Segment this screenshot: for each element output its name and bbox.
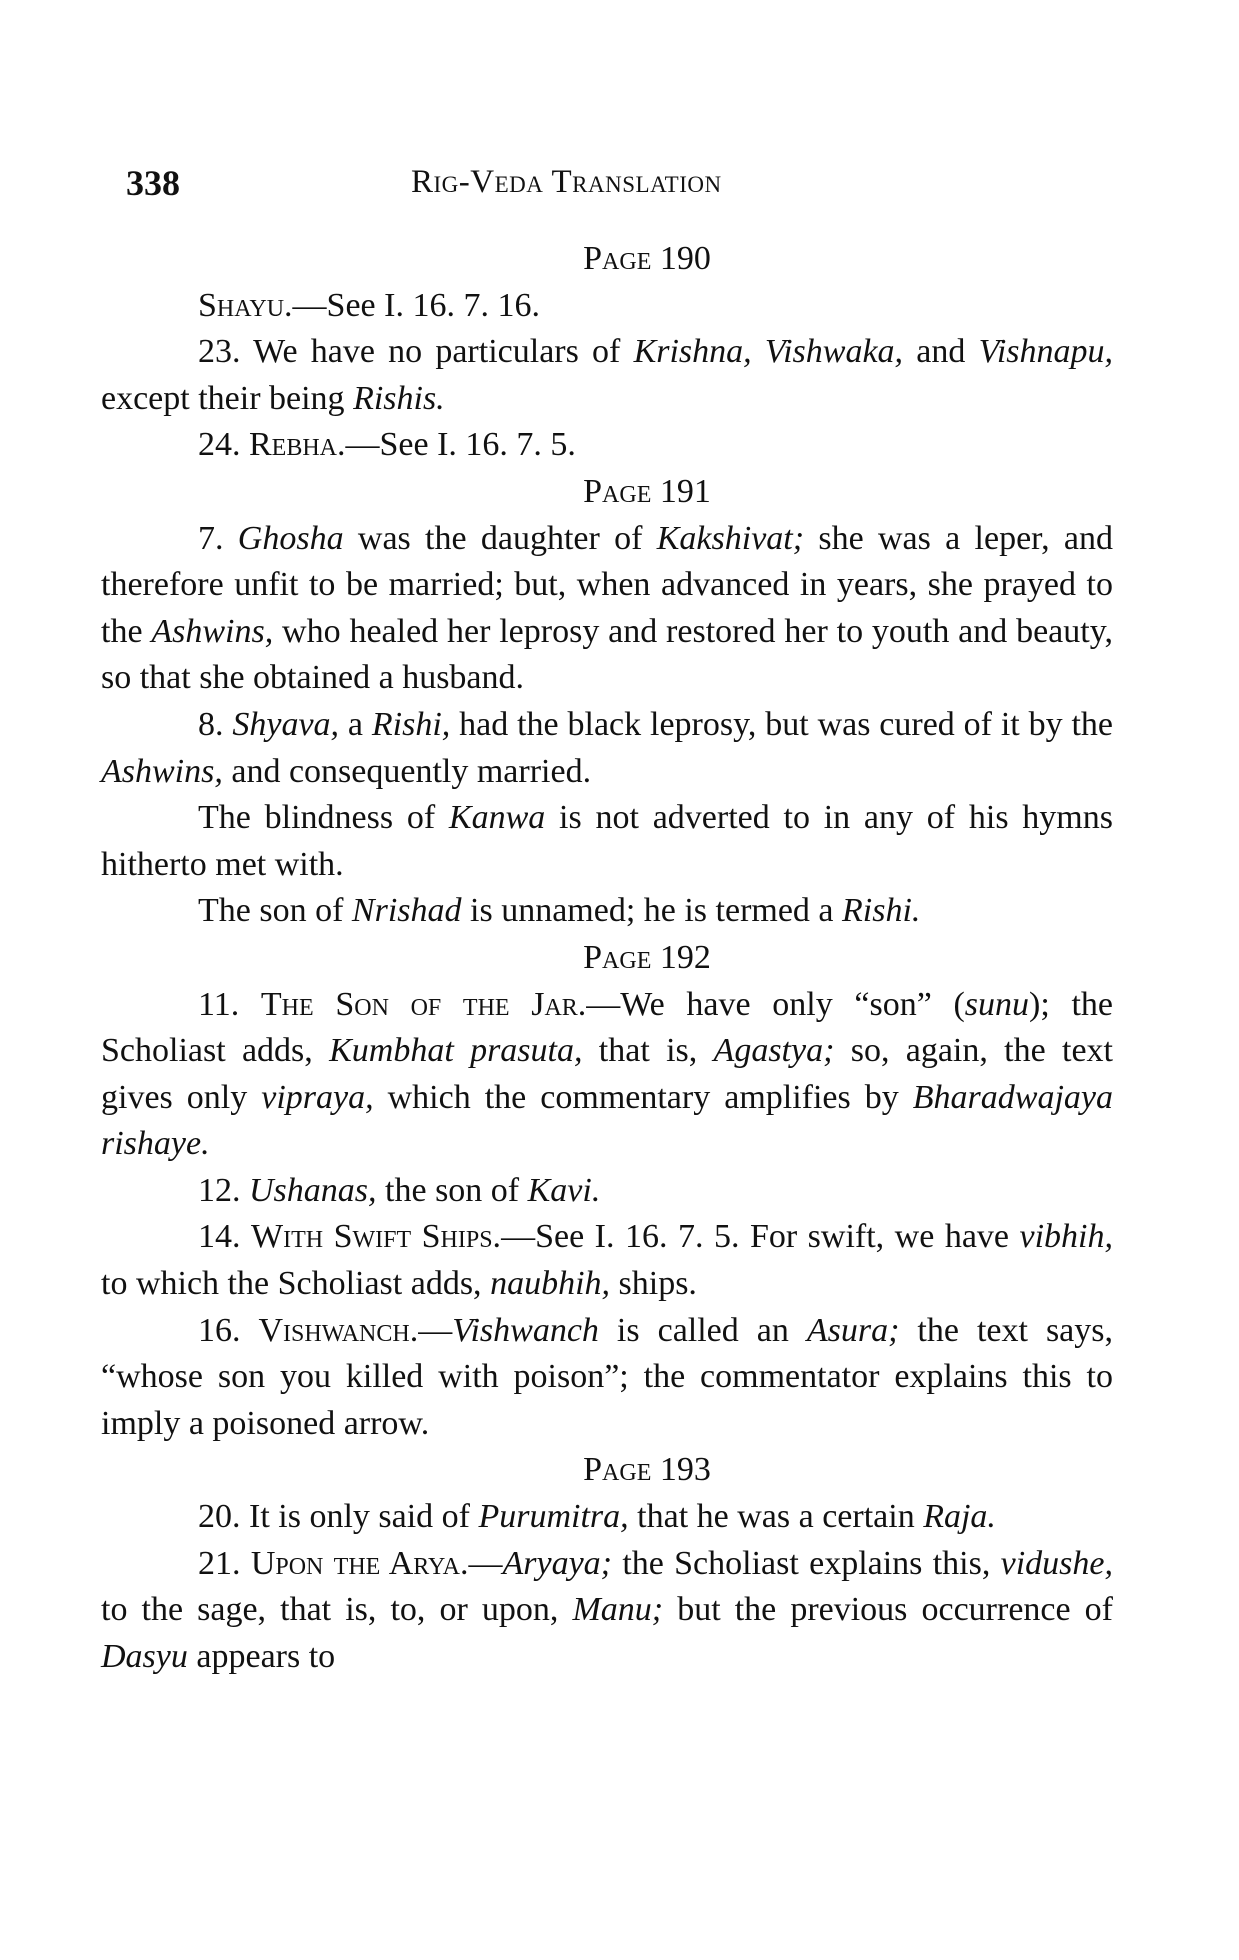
text-run: to which the Scholiast adds, [101, 1265, 491, 1303]
text-run: ); the Scholiast adds, [101, 985, 1113, 1070]
text-run: had the black leprosy, but was cured of it by the [450, 705, 1114, 743]
page-body [101, 236, 1113, 1680]
text-run: Page 191 [583, 472, 711, 510]
page-header [126, 162, 1126, 212]
running-title: Rig-Veda Translation [411, 164, 722, 200]
text-run: Page 192 [583, 938, 711, 976]
note-paragraph [101, 795, 1113, 888]
italic-term: Purumitra, [478, 1498, 629, 1536]
text-run: 12. [198, 1171, 249, 1209]
text-run: and consequently married. [222, 752, 592, 790]
text-run: except their being [101, 379, 354, 417]
text-run: who healed her leprosy and restored her to youth and beauty, so that she obtained a husband. [101, 612, 1114, 697]
text-run: — [418, 1311, 453, 1349]
italic-term: vibhih, [1019, 1218, 1113, 1256]
text-run: but the previous occurrence of [663, 1591, 1113, 1629]
italic-term: vipraya, [261, 1078, 374, 1116]
italic-term: Kakshivat; [656, 519, 805, 557]
small-caps-term: Shayu. [198, 286, 293, 324]
text-run: that is, [582, 1032, 714, 1070]
text-run: and [903, 333, 979, 371]
italic-term: Vishwanch [452, 1311, 599, 1349]
section-heading [181, 1447, 1113, 1494]
text-run: the text says, “whose son you killed with poison”; the commentator explains this to imply a poisoned arrow. [101, 1311, 1114, 1442]
text-run: 11. [198, 985, 261, 1023]
note-paragraph [101, 516, 1113, 702]
note-paragraph [101, 1308, 1113, 1448]
text-run: she was a leper, and therefore unfit to be married; but, when advanced in years, she prayed to the [101, 519, 1114, 650]
text-run: is unnamed; he is termed a [461, 892, 843, 930]
italic-term: Kavi. [527, 1171, 601, 1209]
section-heading [181, 236, 1113, 283]
text-run: was the daughter of [343, 519, 657, 557]
italic-term: Agastya; [713, 1032, 835, 1070]
note-paragraph [101, 283, 1113, 330]
small-caps-term: Vishwanch. [258, 1311, 419, 1349]
italic-term: Dasyu [101, 1637, 188, 1675]
text-run: ships. [610, 1265, 697, 1303]
italic-term: Rishi. [842, 892, 921, 930]
small-caps-term: The Son of the Jar. [260, 985, 587, 1023]
note-paragraph [101, 702, 1113, 795]
italic-term: Asura; [806, 1311, 900, 1349]
italic-term: Aryaya; [502, 1544, 613, 1582]
text-run: the son of [376, 1171, 528, 1209]
note-paragraph [101, 422, 1113, 469]
italic-term: Manu; [572, 1591, 664, 1629]
italic-term: Shyava, [232, 705, 340, 743]
italic-term: Nrishad [351, 892, 462, 930]
text-run: —See I. 16. 7. 16. [292, 286, 540, 324]
text-run: 16. [198, 1311, 259, 1349]
text-run: Page 193 [583, 1451, 711, 1489]
text-run: so, again, the text gives only [101, 1032, 1113, 1116]
text-run: a [339, 705, 372, 743]
italic-term: Bharadwajaya rishaye. [101, 1078, 1113, 1163]
section-heading [181, 469, 1113, 516]
italic-term: Raja. [923, 1498, 996, 1536]
note-paragraph [101, 982, 1113, 1168]
text-run: —See I. 16. 7. 5. [345, 426, 576, 464]
text-run: appears to [187, 1637, 336, 1675]
italic-term: Rishis. [353, 379, 445, 417]
section-heading [181, 935, 1113, 982]
small-caps-term: Upon the Arya. [250, 1544, 469, 1582]
text-run: is not adverted to in any of his hymns hitherto met with. [101, 799, 1113, 883]
italic-term: sunu [964, 985, 1030, 1023]
text-run: — [468, 1544, 503, 1582]
text-run: 21. [198, 1544, 251, 1582]
note-paragraph [101, 1494, 1113, 1541]
text-run: to the sage, that is, to, or upon, [101, 1591, 573, 1629]
italic-term: Kumbhat prasuta, [329, 1032, 583, 1070]
text-run: that he was a certain [628, 1498, 924, 1536]
text-run: which the commentary amplifies by [373, 1078, 913, 1116]
italic-term: Kanwa [448, 799, 546, 837]
text-run: is called an [598, 1311, 807, 1349]
text-run: 8. [198, 705, 233, 743]
text-run: —We have only “son” ( [586, 985, 965, 1023]
text-run: the Scholiast explains this, [612, 1544, 1001, 1582]
note-paragraph [101, 1168, 1113, 1215]
italic-term: vidushe, [1000, 1544, 1113, 1582]
text-run: 7. [198, 519, 238, 557]
text-run: 23. We have no particulars of [198, 333, 634, 371]
text-run: The blindness of [198, 799, 449, 837]
italic-term: Rishi, [371, 705, 451, 743]
note-paragraph [101, 888, 1113, 935]
text-run: The son of [198, 892, 352, 930]
text-run: Page 190 [583, 240, 711, 277]
text-run: 14. [198, 1218, 251, 1256]
italic-term: Ushanas, [249, 1171, 377, 1209]
italic-term: Krishna, Vishwaka, [633, 333, 904, 371]
italic-term: Vishnapu, [978, 333, 1114, 371]
italic-term: naubhih, [490, 1265, 611, 1303]
small-caps-term: Rebha. [249, 426, 346, 464]
italic-term: Ghosha [237, 519, 344, 557]
small-caps-term: With Swift Ships. [251, 1218, 502, 1256]
text-run: 20. It is only said of [198, 1498, 479, 1536]
italic-term: Ashwins, [151, 612, 274, 650]
note-paragraph [101, 1541, 1113, 1681]
note-paragraph [101, 329, 1113, 422]
italic-term: Ashwins, [101, 752, 223, 790]
text-run: 24. [198, 426, 249, 464]
page-number: 338 [126, 163, 180, 203]
text-run: —See I. 16. 7. 5. For swift, we have [501, 1218, 1020, 1256]
note-paragraph [101, 1214, 1113, 1307]
